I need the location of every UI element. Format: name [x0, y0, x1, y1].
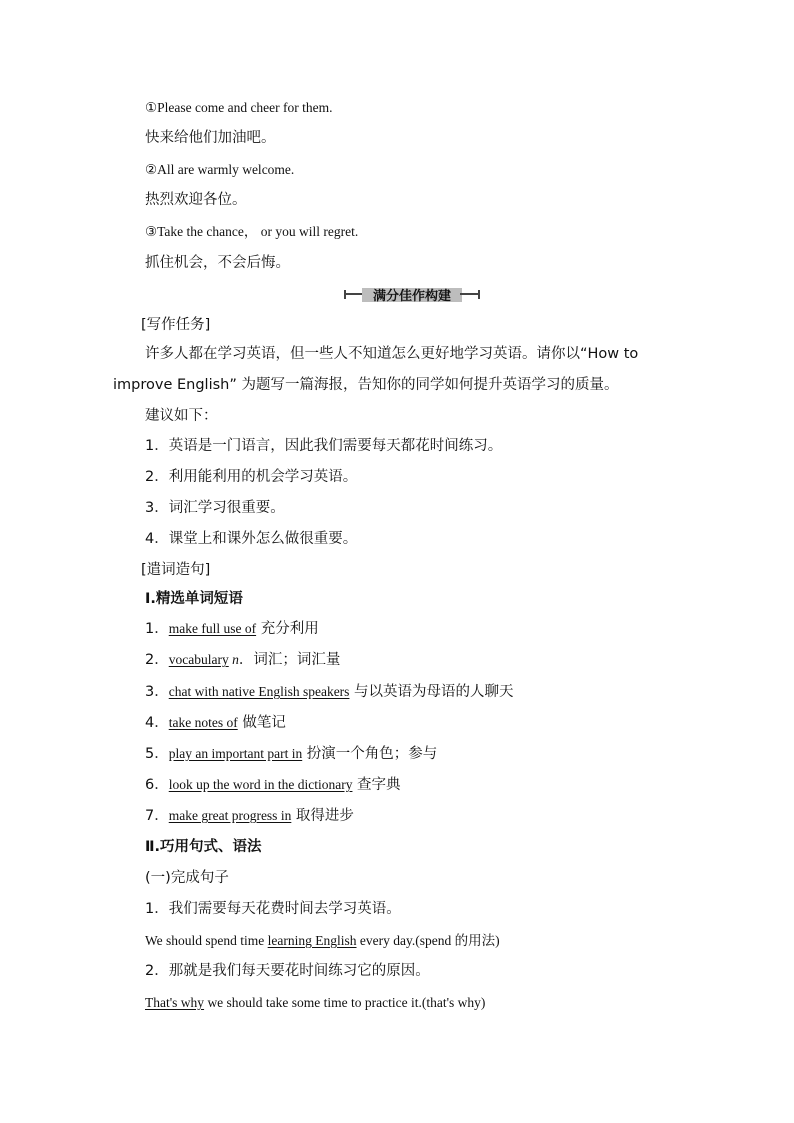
vocab-number: 2．	[145, 652, 169, 668]
vocab-phrase: look up the word in the dictionary	[168, 777, 353, 792]
task-line-2: improve English” 为题写一篇海报，告知你的同学如何提升英语学习的质量。	[113, 377, 619, 393]
sentence-2-english	[145, 994, 485, 1012]
vocab-meaning: 扮演一个角色；参与	[302, 746, 438, 762]
vocab-meaning: 查字典	[352, 777, 401, 793]
vocab-meaning: 取得进步	[291, 808, 354, 824]
vocab-meaning: 充分利用	[256, 621, 319, 637]
vocab-part-of-speech: n	[228, 652, 239, 667]
banner-title: 满分佳作构建	[372, 289, 451, 304]
task-heading: [写作任务]	[141, 317, 211, 333]
sentence-2-answer: That's why	[145, 995, 205, 1010]
vocab-meaning: ．词汇；词汇量	[238, 652, 341, 668]
vocab-heading: [遣词造句]	[141, 562, 211, 578]
example-1-english: ①Please come and cheer for them.	[145, 100, 333, 115]
vocab-item	[145, 714, 286, 733]
vocab-number: 3．	[145, 684, 169, 700]
vocab-item	[145, 807, 354, 826]
vocab-item	[145, 620, 319, 639]
sentence-2-chinese: 2．那就是我们每天要花时间练习它的原因。	[145, 963, 430, 979]
subsection-title: (一)完成句子	[145, 870, 229, 886]
vocab-phrase: play an important part in	[168, 746, 303, 761]
vocab-phrase: take notes of	[168, 715, 238, 730]
suggestion-item: 2．利用能利用的机会学习英语。	[145, 469, 358, 485]
vocab-phrase: make great progress in	[168, 808, 292, 823]
vocab-item	[145, 683, 514, 702]
vocab-item	[145, 745, 437, 764]
vocab-number: 4．	[145, 715, 169, 731]
example-2-chinese: 热烈欢迎各位。	[145, 192, 247, 208]
suggestion-item: 4．课堂上和课外怎么做很重要。	[145, 531, 358, 547]
vocab-number: 1．	[145, 621, 169, 637]
vocab-item	[145, 776, 401, 795]
part-1-title: Ⅰ.精选单词短语	[145, 591, 243, 607]
part-2-title: Ⅱ.巧用句式、语法	[145, 839, 262, 855]
suggestion-heading: 建议如下：	[145, 408, 218, 424]
example-1-chinese: 快来给他们加油吧。	[145, 130, 276, 146]
vocab-item	[145, 651, 340, 670]
vocab-phrase: chat with native English speakers	[168, 684, 350, 699]
sentence-2-suffix: we should take some time to practice it.(that's why)	[204, 995, 486, 1010]
vocab-phrase: vocabulary	[168, 652, 229, 667]
vocab-meaning: 做笔记	[237, 715, 286, 731]
section-banner	[344, 286, 480, 302]
vocab-number: 7．	[145, 808, 169, 824]
task-line-1: 许多人都在学习英语，但一些人不知道怎么更好地学习英语。请你以“How to	[145, 346, 639, 362]
vocab-number: 6．	[145, 777, 169, 793]
sentence-1-answer: learning English	[267, 933, 357, 948]
example-3-english: ③Take the chance， or you will regret.	[145, 224, 359, 239]
sentence-1-english	[145, 932, 500, 950]
vocab-phrase: make full use of	[168, 621, 257, 636]
vocab-number: 5．	[145, 746, 169, 762]
suggestion-item: 1．英语是一门语言，因此我们需要每天都花时间练习。	[145, 438, 503, 454]
example-2-english: ②All are warmly welcome.	[145, 162, 295, 177]
suggestion-item: 3．词汇学习很重要。	[145, 500, 285, 516]
sentence-1-suffix: every day.(spend 的用法)	[356, 933, 500, 948]
vocab-meaning: 与以英语为母语的人聊天	[349, 684, 514, 700]
sentence-1-chinese: 1．我们需要每天花费时间去学习英语。	[145, 901, 401, 917]
example-3-chinese: 抓住机会，不会后悔。	[145, 255, 290, 271]
sentence-1-prefix: We should spend time	[145, 933, 268, 948]
